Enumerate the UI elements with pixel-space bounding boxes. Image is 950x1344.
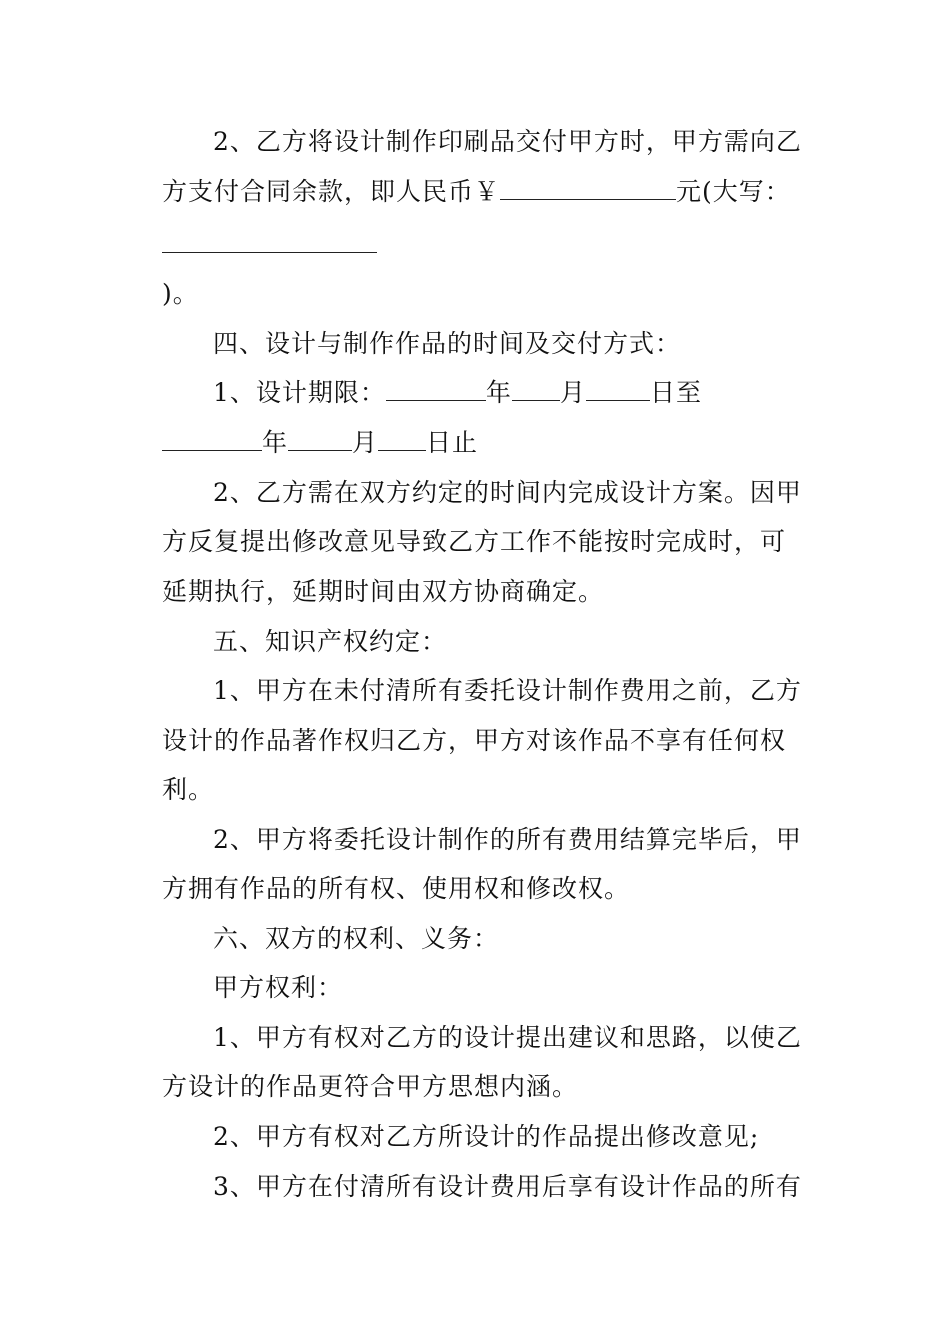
text: 方设计的作品更符合甲方思想内涵。 [162,1072,579,1101]
paragraph-line [213,376,853,410]
text: 年 [262,428,289,457]
paragraph-line [213,1120,853,1154]
text: 甲方权利： [213,973,344,1002]
month-blank [288,426,352,451]
paragraph-line [162,575,802,609]
text: 3、甲方在付清所有设计费用后享有设计作品的所有 [213,1172,802,1201]
paragraph-line [213,125,853,159]
text: 月 [352,428,379,457]
text: 年 [485,378,512,407]
amount-words-blank [162,228,377,253]
paragraph-line [213,823,853,857]
paragraph-line [213,1170,853,1204]
paragraph-line [162,773,802,807]
paragraph-line [162,228,802,262]
text: 元(大写： [676,177,791,206]
text: 1、甲方在未付清所有委托设计制作费用之前，乙方 [213,676,802,705]
text: )。 [162,279,199,308]
paragraph-line [162,872,802,906]
paragraph-line [162,175,802,209]
paragraph-line [162,724,802,758]
paragraph-line [162,1070,802,1104]
paragraph-line [162,525,802,559]
text: 2、乙方需在双方约定的时间内完成设计方案。因甲 [213,478,802,507]
paragraph-line [213,1021,853,1055]
subheading [213,971,853,1005]
text: 设计的作品著作权归乙方，甲方对该作品不享有任何权 [162,726,787,755]
section-heading [213,922,853,956]
year-blank [386,376,486,401]
text: 延期执行，延期时间由双方协商确定。 [162,577,605,606]
year-blank [162,426,262,451]
text: 六、双方的权利、义务： [213,924,500,953]
paragraph-line [162,426,802,460]
text: 日至 [649,378,702,407]
month-blank [512,376,560,401]
section-heading [213,327,853,361]
text: 2、乙方将设计制作印刷品交付甲方时，甲方需向乙 [213,127,802,156]
text: 方拥有作品的所有权、使用权和修改权。 [162,874,631,903]
text: 利。 [162,775,215,804]
section-heading [213,625,853,659]
amount-blank [500,175,676,200]
day-blank [378,426,426,451]
text: 五、知识产权约定： [213,627,448,656]
paragraph-line [162,277,802,311]
paragraph-line [213,476,853,510]
text: 四、设计与制作作品的时间及交付方式： [213,329,682,358]
day-blank [586,376,650,401]
text: 方支付合同余款，即人民币￥ [162,177,501,206]
paragraph-line [213,674,853,708]
text: 2、甲方将委托设计制作的所有费用结算完毕后，甲 [213,825,802,854]
text: 1、设计期限： [213,378,386,407]
text: 2、甲方有权对乙方所设计的作品提出修改意见; [213,1122,760,1151]
text: 方反复提出修改意见导致乙方工作不能按时完成时，可 [162,527,787,556]
text: 1、甲方有权对乙方的设计提出建议和思路，以使乙 [213,1023,802,1052]
text: 月 [559,378,586,407]
text: 日止 [426,428,479,457]
